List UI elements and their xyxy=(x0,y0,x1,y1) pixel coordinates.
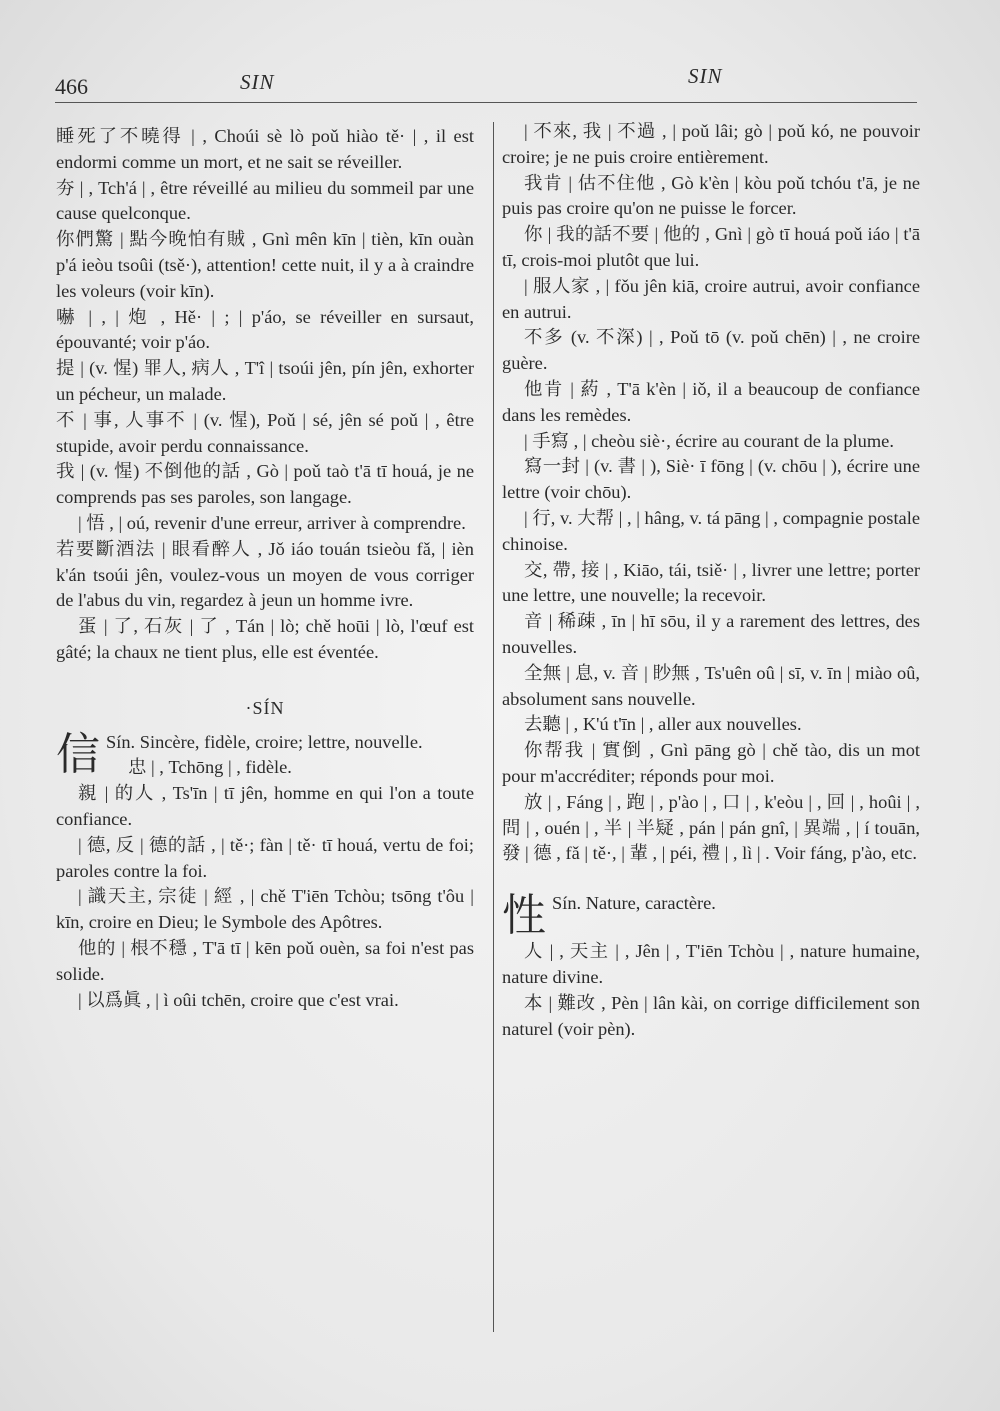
entry: | 服人家 , | fǒu jên kiā, croire autrui, avoir confiance en autrui. xyxy=(502,275,920,322)
column-divider xyxy=(493,122,494,1332)
entry: 音 | 稀疎 , īn | hī sōu, il y a rarement des lettres, des nouvelles. xyxy=(502,611,920,657)
entry: 他肯 | 葯 , T'ā k'èn | iǒ, il a beaucoup de confiance dans les remèdes. xyxy=(502,378,920,425)
entry: 你們驚 | 點今晚怕有賊 , Gnì mên kīn | tièn, kīn ouàn p'á ieòu tsoûi (tsě·), attention! cette nuit, il y a à craindre les voleurs (voir kīn). xyxy=(56,229,474,301)
spacer xyxy=(502,867,920,891)
entry: 本 | 難改 , Pèn | lân kài, on corrige difficilement son naturel (voir pèn). xyxy=(502,992,920,1039)
head-character: 信 xyxy=(56,728,100,780)
entry: 睡死了不曉得 | , Choúi sè lò poǔ hiào tě· | , il est endormi comme un mort, et ne sait se réveiller. xyxy=(56,126,474,172)
head-definition: Sín. Nature, caractère. xyxy=(552,893,716,914)
head-entry xyxy=(502,890,920,942)
section-heading: ·SÍN xyxy=(245,697,285,718)
entry: 去聽 | , K'ú t'īn | , aller aux nouvelles. xyxy=(524,714,802,735)
entry: 全無 | 息, v. 音 | 眇無 , Ts'uên oû | sī, v. īn | miào oû, absolument sans nouvelle. xyxy=(502,662,920,709)
entry: | 行, v. 大帮 | , | hâng, v. tá pāng | , compagnie postale chinoise. xyxy=(502,507,920,554)
entry: 你 | 我的話不要 | 他的 , Gnì | gò tī houá poǔ iáo | t'ā tī, crois-moi plutôt que lui. xyxy=(502,224,920,270)
entry: 我肯 | 估不住他 , Gò k'èn | kòu poǔ tchóu t'ā, je ne puis pas croire qu'on ne puisse le forcer. xyxy=(502,172,920,219)
entry: 嚇 | , | 炮 , Hě· | ; | p'áo, se réveiller en sursaut, épouvanté; voir p'áo. xyxy=(56,306,474,353)
entry: 交, 帶, 接 | , Kiāo, tái, tsiě· | , livrer une lettre; porter une lettre, une nouvelle; la recevoir. xyxy=(502,559,920,606)
entry: 我 | (v. 惺) 不倒他的話 , Gò | poǔ taò t'ā tī houá, je ne comprends pas ses paroles, son langage. xyxy=(56,461,474,508)
entry: 夯 | , Tch'á | , être réveillé au milieu du sommeil par une cause quelconque. xyxy=(56,177,474,224)
head-character: 性 xyxy=(502,890,546,942)
left-running-head: SIN xyxy=(240,70,275,94)
entry: 不多 (v. 不深) | , Poǔ tō (v. poǔ chēn) | , ne croire guère. xyxy=(502,327,920,374)
entry: | 德, 反 | 德的話 , | tě·; fàn | tě· tī houá, vertu de foi; paroles contre la foi. xyxy=(56,834,474,881)
right-running-head: SIN xyxy=(688,64,723,88)
entry: 寫一封 | (v. 書 | ), Siè· ī fōng | (v. chōu | ), écrire une lettre (voir chōu). xyxy=(502,456,920,503)
head-definition: Sín. Sincère, fidèle, croire; lettre, nouvelle. xyxy=(106,731,423,752)
entry: 不 | 事, 人事不 | (v. 惺), Poǔ | sé, jên sé poǔ | , être stupide, avoir perdu connaissance. xyxy=(56,409,474,456)
right-column xyxy=(502,119,920,1042)
entry: | 以爲眞 , | ì oûi tchēn, croire que c'est vrai. xyxy=(78,989,399,1010)
entry: 若要斷酒法 | 眼看醉人 , Jǒ iáo touán tsieòu fǎ, | ièn k'án tsoúi jên, voulez-vous un moyen de vous corriger de l'abus du vin, regardez à jeun un homme ivre. xyxy=(56,538,474,611)
header-rule xyxy=(55,102,917,103)
entry: | 手寫 , | cheòu siè·, écrire au courant de la plume. xyxy=(524,430,894,451)
entry: | 不來, 我 | 不過 , | poǔ lâi; gò | poǔ kó, ne pouvoir croire; je ne puis croire entièrement. xyxy=(502,121,920,167)
entry: | 悟 , | oú, revenir d'une erreur, arriver à comprendre. xyxy=(78,512,466,533)
entry: 他的 | 根不穩 , T'ā tī | kēn poǔ ouèn, sa foi n'est pas solide. xyxy=(56,937,474,984)
left-column xyxy=(56,124,474,1013)
entry: 放 | , Fáng | , 跑 | , p'ào | , 口 | , k'eòu | , 回 | , hoûi | , 問 | , ouén | , 半 | 半疑 , pán | pán gnî, | 異端 , | í touān, 發 | 德 , fǎ | tě·, | 輩 , | péi, 禮 | , lì | . Voir fáng, p'ào, etc. xyxy=(502,791,920,864)
entry: | 識天主, 宗徒 | 經 , | chě T'iēn Tchòu; tsōng t'ôu | kīn, croire en Dieu; le Symbole des Apôtres. xyxy=(56,886,474,933)
entry: 忠 | , Tchōng | , fidèle. xyxy=(128,757,292,778)
entry: 親 | 的人 , Ts'īn | tī jên, homme en qui l'on a toute confiance. xyxy=(56,783,474,829)
entry: 蛋 | 了, 石灰 | 了 , Tán | lò; chě hoūi | lò, l'œuf est gâté; la chaux ne tient plus, elle est éventée. xyxy=(56,616,474,662)
entry: 提 | (v. 惺) 罪人, 病人 , T'î | tsoúi jên, pín jên, exhorter un pécheur, un malade. xyxy=(56,358,474,404)
entry: 人 | , 天主 | , Jên | , T'iēn Tchòu | , nature humaine, nature divine. xyxy=(502,941,920,987)
page-number: 466 xyxy=(55,74,88,99)
entry: 你帮我 | 實倒 , Gnì pāng gò | chě tào, dis un mot pour m'accréditer; réponds pour moi. xyxy=(502,740,920,786)
